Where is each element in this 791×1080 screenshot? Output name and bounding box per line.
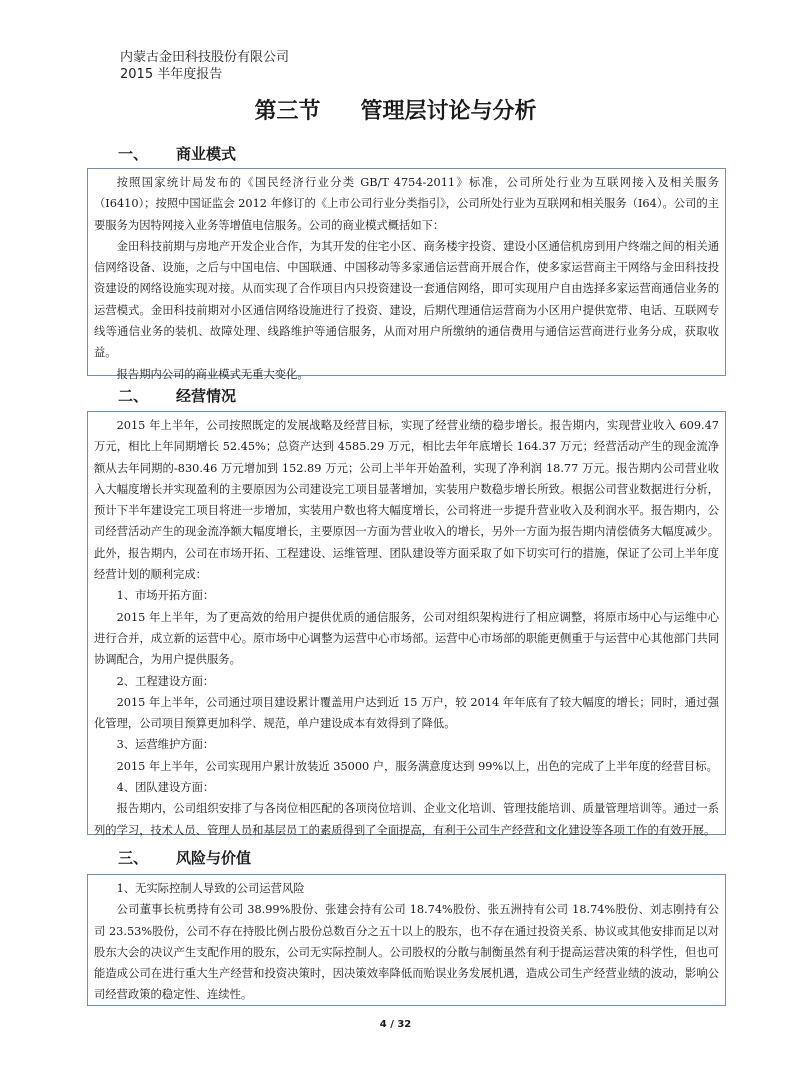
page-title <box>0 94 791 125</box>
subheading: 1、市场开拓方面： <box>116 589 215 603</box>
subheading: 1、无实际控制人导致的公司运营风险 <box>116 882 305 895</box>
paragraph: 公司董事长杭勇持有公司 38.99%股份、张建会持有公司 18.74%股份、张五洲持有公司 18.74%股份、刘志刚持有公司 23.53%股份，公司不存在持股比例占股份总数百分之五十以上的股东，也不存在通过投资关系、协议或其他安排而足以对股东大会的决议产生支配作用的股东，公司无实际控制人。公司股权的分散与制衡虽然有利于提高运营决策的科学性，但也可能造成公司在进行重大生产经营和投资决策时，因决策效率降低而贻误业务发展机遇，造成公司生产经营业绩的波动，影响公司经营政策的稳定性、连续性。 <box>94 903 719 1002</box>
page-title-section: 第三节 <box>254 99 321 124</box>
section-number: 三、 <box>118 849 149 867</box>
header-company: 内蒙古金田科技股份有限公司 <box>120 50 290 65</box>
section-number: 一、 <box>118 145 149 163</box>
page-title-name: 管理层讨论与分析 <box>360 99 537 124</box>
section-title: 经营情况 <box>176 387 237 405</box>
paragraph: 报告期内，公司组织安排了与各岗位相匹配的各项岗位培训、企业文化培训、管理技能培训、质量管理培训等。通过一系列的学习，技术人员、管理人员和基层员工的素质得到了全面提高，有利于公司生产经营和文化建设等各项工作的有效开展。 <box>94 802 719 837</box>
section-heading-3 <box>118 847 251 868</box>
subheading: 2、工程建设方面： <box>116 674 215 688</box>
section-heading-2 <box>118 385 236 406</box>
section-box-business-model <box>87 168 726 381</box>
page-number: 4 / 32 <box>379 1019 412 1030</box>
paragraph: 2015 年上半年，公司按照既定的发展战略及经营目标，实现了经营业绩的稳步增长。报告期内，实现营业收入 609.47 万元，相比上年同期增长 52.45%；总资产达到 4585.29 万元，相比去年年底增长 164.37 万元；经营活动产生的现金流净额从去年同期的-830.46 万元增加到 152.89 万元；公司上半年开始盈利，实现了净利润 18.77 万元。报告期内公司营业收入大幅度增长并实现盈利的主要原因为公司建设完工项目显著增加，实装用户数稳步增长所致。根据公司营业数据进行分析，预计下半年建设完工项目将进一步增加，实装用户数也将大幅度增长，公司将进一步提升营业收入及利润水平。报告期内，公司经营活动产生的现金流净额大幅度增长，主要原因一方面为营业收入的增长，另外一方面为报告期内清偿债务大幅度减少。此外，报告期内，公司在市场开拓、工程建设、运维管理、团队建设等方面采取了如下切实可行的措施，保证了公司上半年度经营计划的顺利完成： <box>94 419 719 582</box>
subheading: 4、团队建设方面： <box>116 781 215 795</box>
section-box-risk-value <box>87 874 726 1006</box>
header-report: 2015 半年度报告 <box>120 67 223 82</box>
section-title: 商业模式 <box>176 145 237 163</box>
section-box-operations <box>87 411 726 835</box>
section-title: 风险与价值 <box>176 849 252 867</box>
paragraph: 金田科技前期与房地产开发企业合作，为其开发的住宅小区、商务楼宇投资、建设小区通信机房到用户终端之间的相关通信网络设备、设施，之后与中国电信、中国联通、中国移动等多家通信运营商开展合作，使多家运营商主干网络与金田科技投资建设的网络设施实现对接。从而实现了合作项目内只投资建设一套通信网络，即可实现用户自由选择多家运营商通信业务的运营模式。金田科技前期对小区通信网络设施进行了投资、建设，后期代理通信运营商为小区用户提供宽带、电话、互联网专线等通信业务的装机、故障处理、线路维护等通信服务，从而对用户所缴纳的通信费用与通信运营商进行业务分成，获取收益。 <box>94 239 719 360</box>
subheading: 3、运营维护方面： <box>116 738 215 752</box>
paragraph: 报告期内公司的商业模式无重大变化。 <box>116 367 309 381</box>
paragraph: 按照国家统计局发布的《国民经济行业分类 GB/T 4754-2011》标准，公司所处行业为互联网接入及相关服务（I6410）；按照中国证监会 2012 年修订的《上市公司行业分类指引》，公司所处行业为互联网和相关服务（I64）。公司的主要服务为因特网接入业务等增值电信服务。公司的商业模式概括如下： <box>94 176 719 232</box>
paragraph: 2015 年上半年，公司通过项目建设累计覆盖用户达到近 15 万户，较 2014 年年底有了较大幅度的增长；同时，通过强化管理，公司项目预算更加科学、规范，单户建设成本有效得到了降低。 <box>94 695 719 731</box>
paragraph: 2015 年上半年，公司实现用户累计放装近 35000 户，服务满意度达到 99%以上，出色的完成了上半年度的经营目标。 <box>116 759 718 773</box>
section-number: 二、 <box>118 387 149 405</box>
paragraph: 2015 年上半年，为了更高效的给用户提供优质的通信服务，公司对组织架构进行了相应调整，将原市场中心与运维中心进行合并，成立新的运营中心。原市场中心调整为运营中心市场部。运营中心市场部的职能更侧重于与运营中心其他部门共同协调配合，为用户提供服务。 <box>94 610 719 667</box>
section-heading-1 <box>118 143 236 164</box>
